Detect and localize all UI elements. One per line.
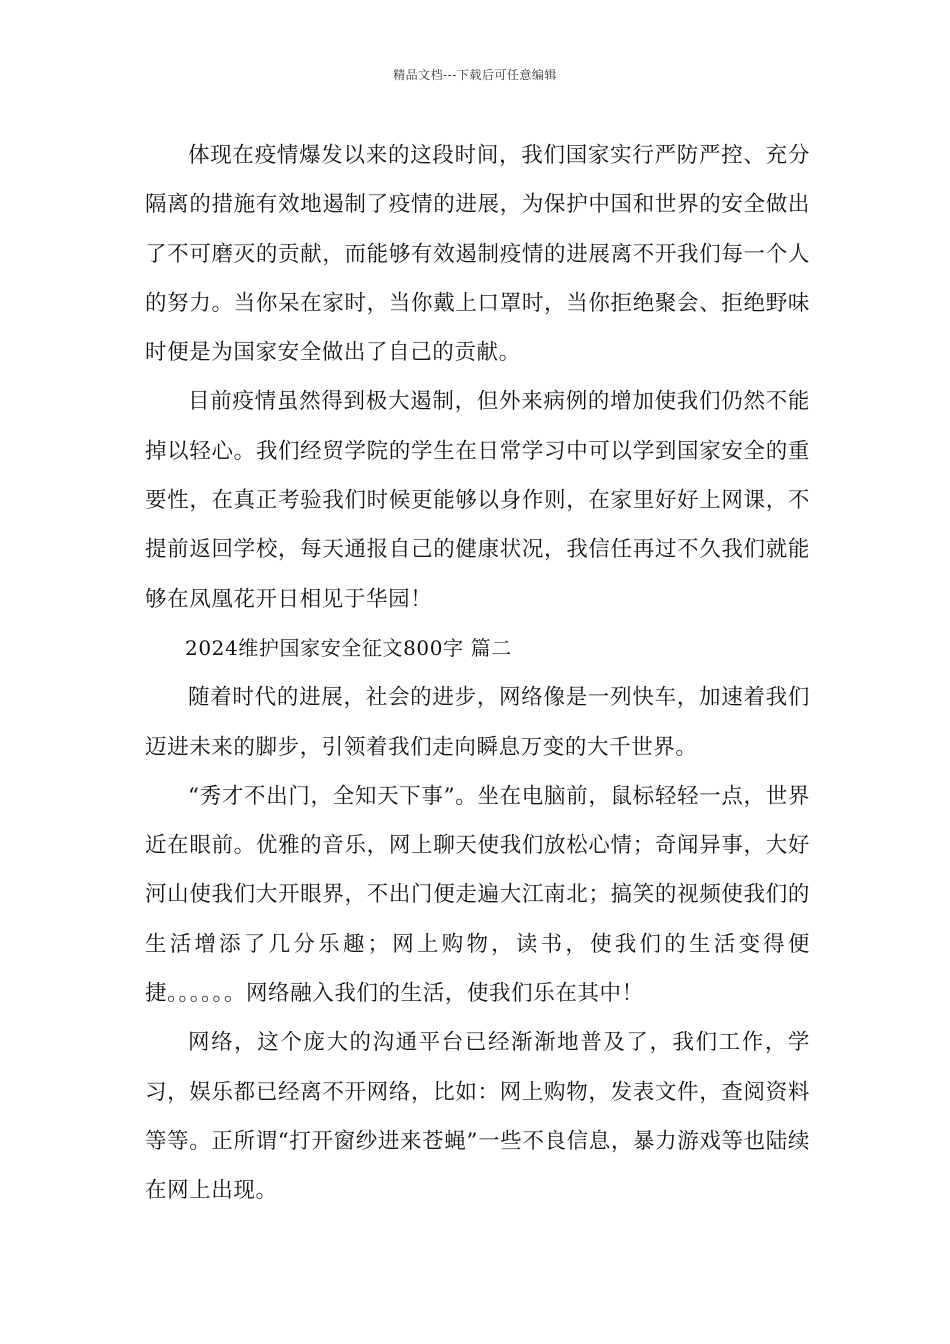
paragraph-2: 目前疫情虽然得到极大遏制，但外来病例的增加使我们仍然不能掉以轻心。我们经贸学院的学生在日常学习中可以学到国家安全的重要性，在真正考验我们时候更能够以身作则，在家里好好上网课，不提前返回学校，每天通报自己的健康状况，我信任再过不久我们就能够在凤凰花开日相见于华园！ bbox=[145, 389, 810, 612]
paragraph-1: 体现在疫情爆发以来的这段时间，我们国家实行严防严控、充分隔离的措施有效地遏制了疫情的进展，为保护中国和世界的安全做出了不可磨灭的贡献，而能够有效遏制疫情的进展离不开我们每一个人的努力。当你呆在家时，当你戴上口罩时，当你拒绝聚会、拒绝野味时便是为国家安全做出了自己的贡献。 bbox=[145, 143, 810, 366]
paragraph-3: 随着时代的进展，社会的进步，网络像是一列快车，加速着我们迈进未来的脚步，引领着我们走向瞬息万变的大千世界。 bbox=[145, 685, 810, 760]
paragraph-5: 网络，这个庞大的沟通平台已经渐渐地普及了，我们工作，学习，娱乐都已经离不开网络，比如：网上购物，发表文件，查阅资料等等。正所谓“打开窗纱进来苍蝇”一些不良信息，暴力游戏等也陆续在网上出现。 bbox=[145, 1030, 810, 1204]
document-body bbox=[145, 131, 810, 1216]
section-heading: 2024维护国家安全征文800字 篇二 bbox=[185, 635, 512, 660]
page-header: 精品文档---下载后可任意编辑 bbox=[393, 68, 557, 82]
paragraph-4: “秀才不出门，全知天下事”。坐在电脑前，鼠标轻轻一点，世界近在眼前。优雅的音乐，网上聊天使我们放松心情；奇闻异事，大好河山使我们大开眼界，不出门便走遍大江南北；搞笑的视频使我们的生活增添了几分乐趣；网上购物，读书，使我们的生活变得便捷。。。。。。网络融入我们的生活，使我们乐在其中！ bbox=[145, 783, 810, 1007]
